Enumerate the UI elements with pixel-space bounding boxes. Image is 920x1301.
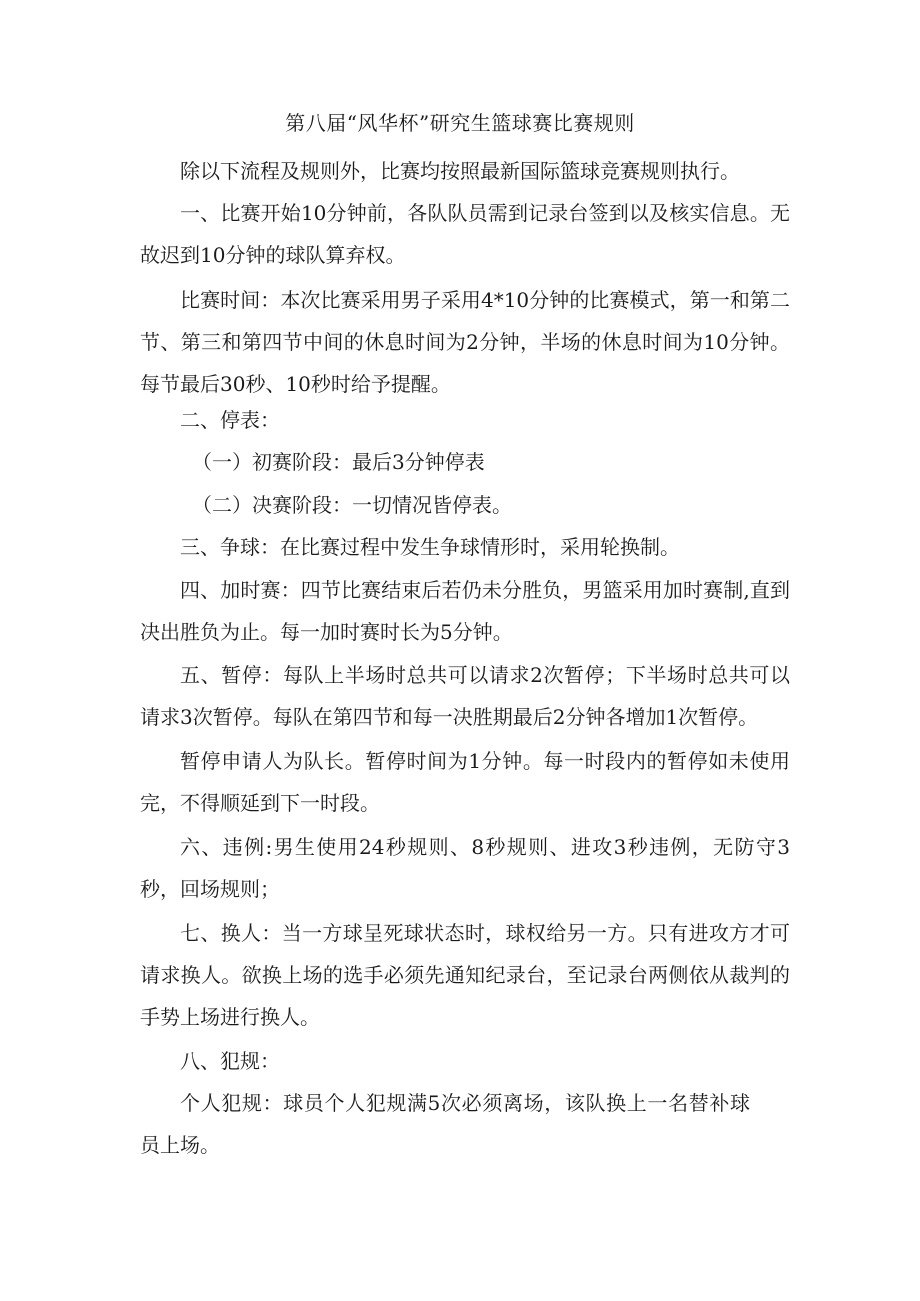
paragraph-rule-6: 六、违例:男生使用24秒规则、8秒规则、进攻3秒违例，无防守3秒，回场规则； — [140, 835, 790, 901]
paragraph-timeout-detail: 暂停申请人为队长。暂停时间为1分钟。每一时段内的暂停如未使用完，不得顺延到下一时段。 — [140, 749, 790, 815]
paragraph-rule-8-heading: 八、犯规： — [180, 1049, 280, 1073]
paragraph-personal-foul: 个人犯规：球员个人犯规满5次必须离场，该队换上一名替补球员上场。 — [140, 1091, 750, 1157]
paragraph-rule-7: 七、换人：当一方球呈死球状态时，球权给另一方。只有进攻方才可请求换人。欲换上场的选手必须先通知纪录台，至记录台两侧依从裁判的手势上场进行换人。 — [140, 921, 790, 1029]
paragraph-rule-2-item-1: （一）初赛阶段：最后3分钟停表 — [192, 450, 485, 474]
paragraph-rule-2-item-2: （二）决赛阶段：一切情况皆停表。 — [192, 493, 512, 517]
paragraph-rule-5: 五、暂停：每队上半场时总共可以请求2次暂停；下半场时总共可以请求3次暂停。每队在第四节和每一决胜期最后2分钟各增加1次暂停。 — [140, 663, 790, 729]
paragraph-rule-2-heading: 二、停表： — [180, 408, 280, 432]
paragraph-intro: 除以下流程及规则外，比赛均按照最新国际篮球竞赛规则执行。 — [180, 159, 740, 183]
paragraph-rule-1: 一、比赛开始10分钟前，各队队员需到记录台签到以及核实信息。无故迟到10分钟的球队算弃权。 — [140, 201, 790, 267]
paragraph-rule-4: 四、加时赛：四节比赛结束后若仍未分胜负，男篮采用加时赛制,直到决出胜负为止。每一加时赛时长为5分钟。 — [140, 578, 790, 644]
paragraph-game-time: 比赛时间：本次比赛采用男子采用4*10分钟的比赛模式，第一和第二节、第三和第四节中间的休息时间为2分钟，半场的休息时间为10分钟。每节最后30秒、10秒时给予提醒。 — [140, 288, 790, 396]
paragraph-rule-3: 三、争球：在比赛过程中发生争球情形时，采用轮换制。 — [180, 535, 680, 559]
document-title: 第八届“风华杯”研究生篮球赛比赛规则 — [285, 111, 635, 135]
